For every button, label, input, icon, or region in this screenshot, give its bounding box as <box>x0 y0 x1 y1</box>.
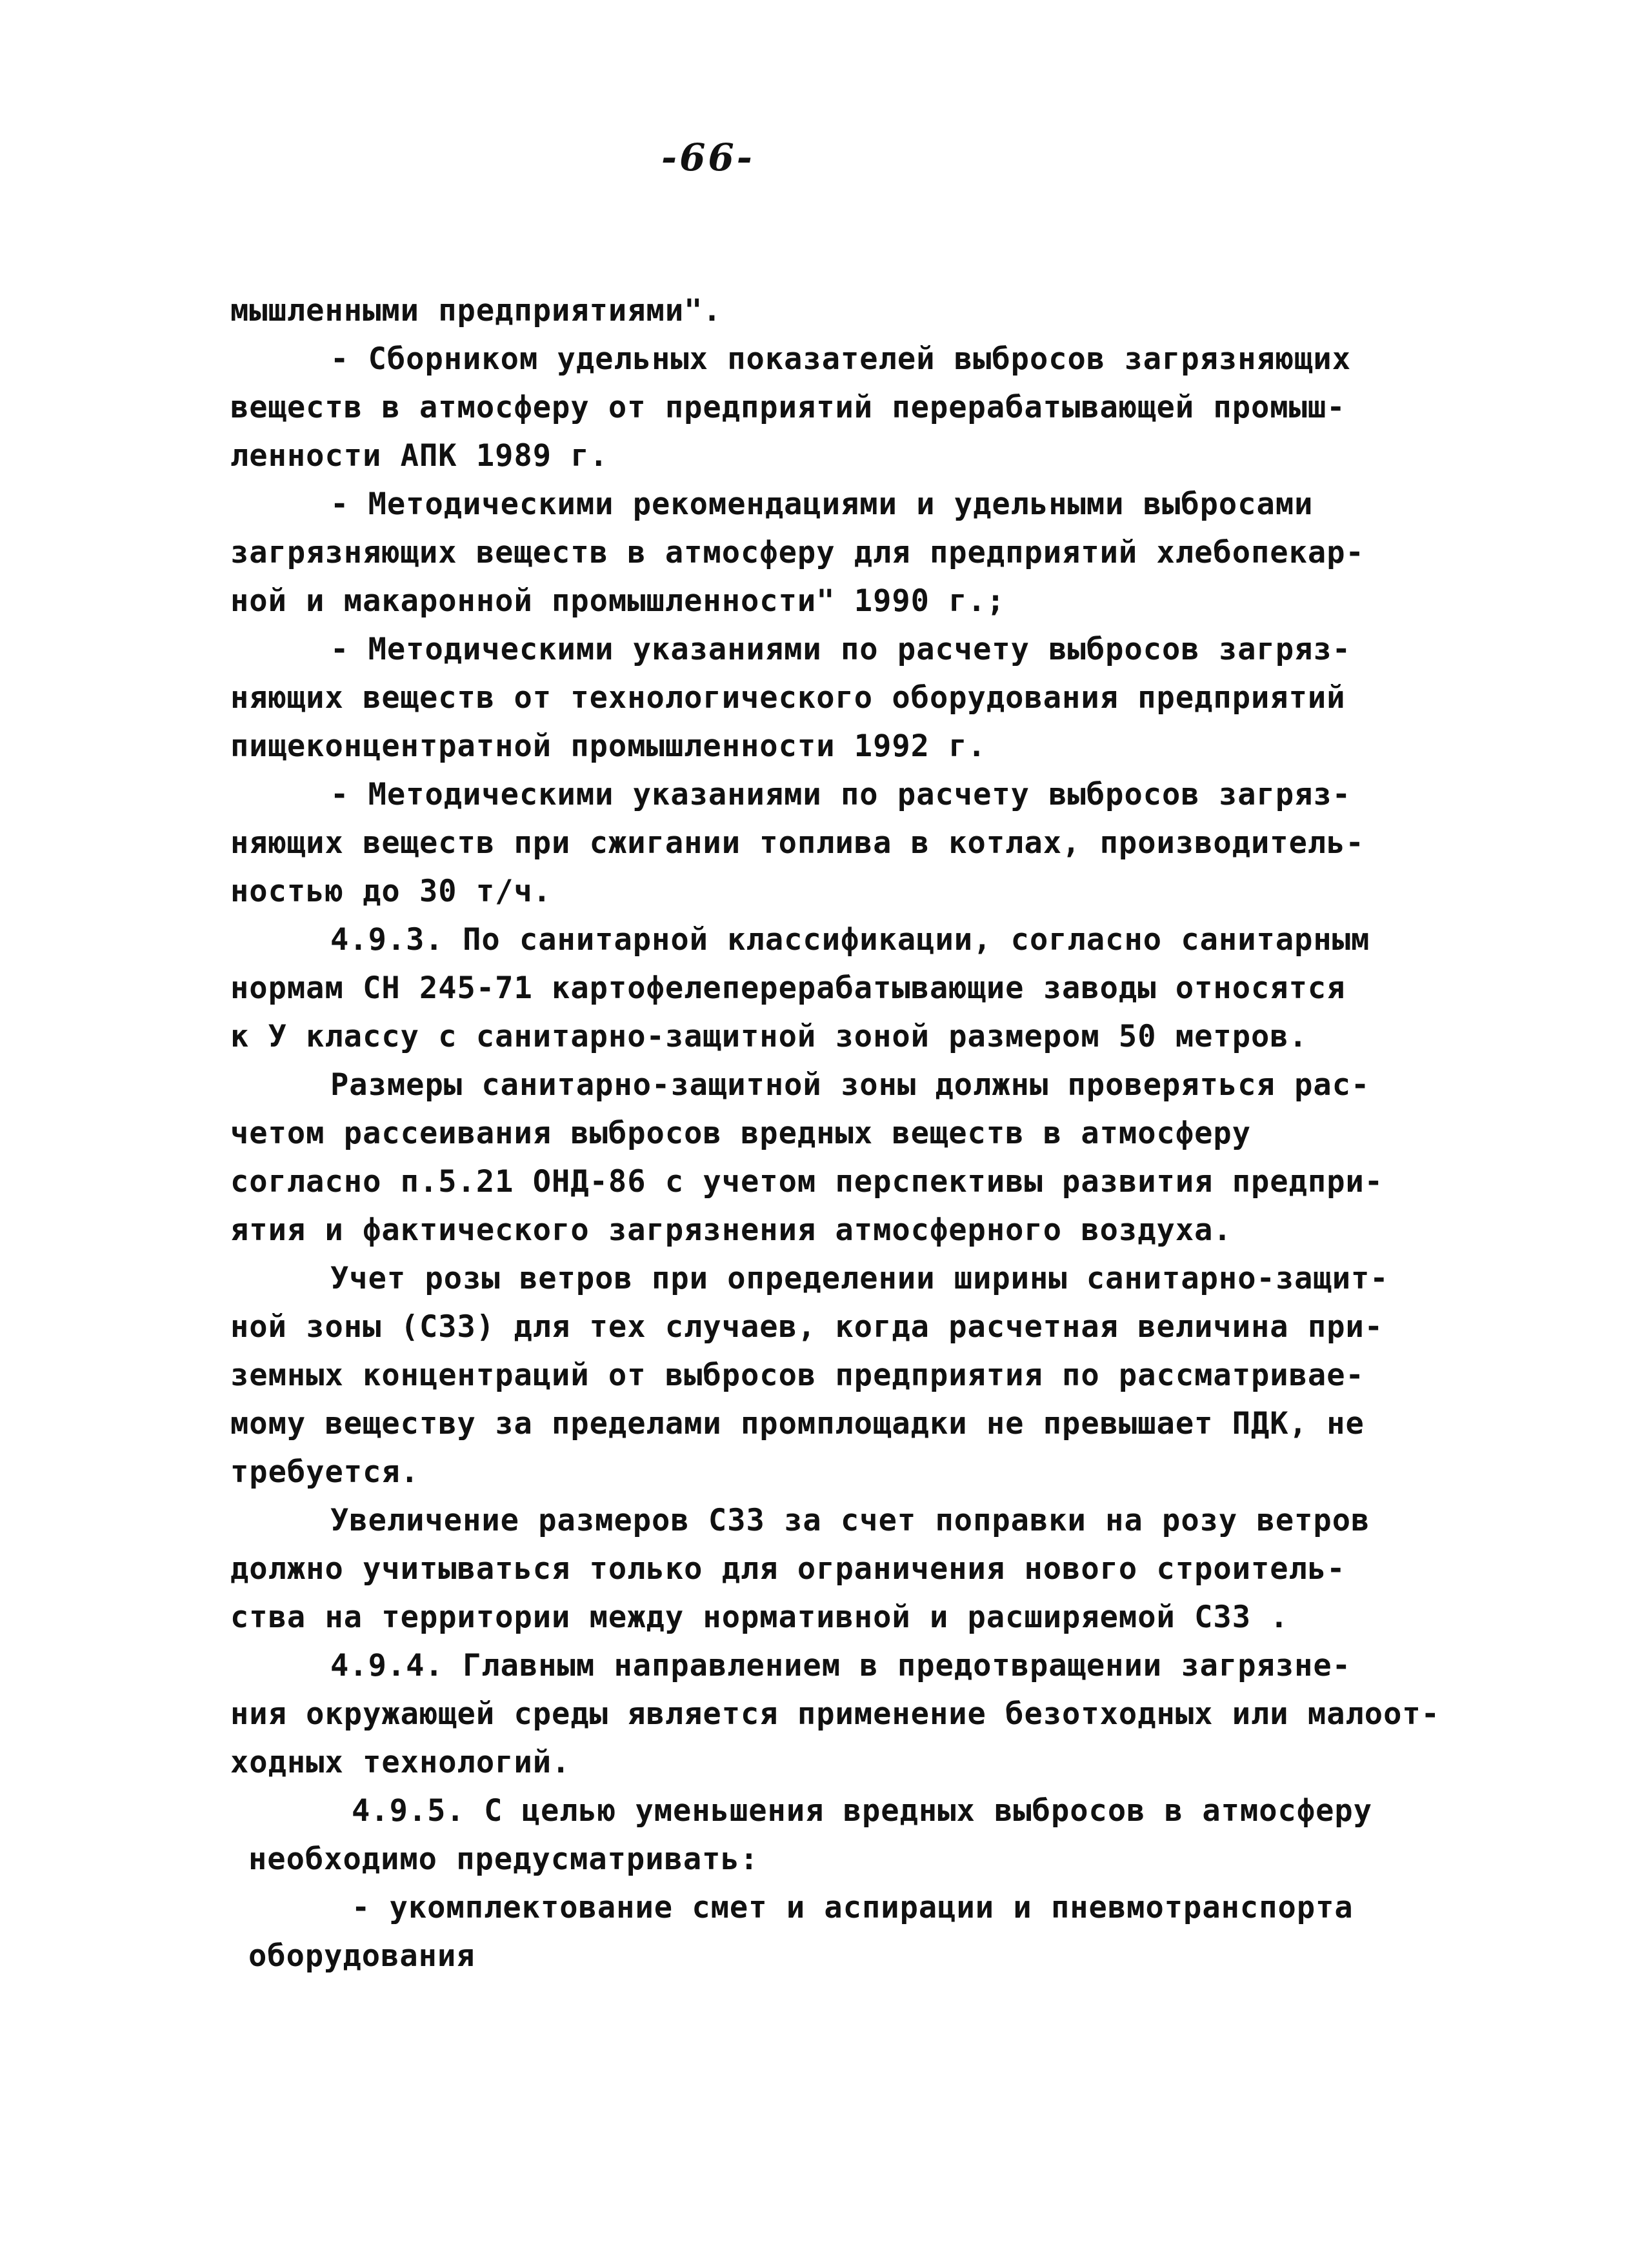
text-line: ятия и фактического загрязнения атмосферного воздуха. <box>230 1212 1232 1248</box>
text-line: пищеконцентратной промышленности 1992 г. <box>230 728 986 764</box>
text-line: 4.9.5. С целью уменьшения вредных выбросов в атмосферу <box>352 1793 1373 1829</box>
text-line: ностью до 30 т/ч. <box>230 874 552 909</box>
text-line: - Методическими указаниями по расчету выбросов загряз- <box>330 632 1352 667</box>
text-line: - укомплектование смет и аспирации и пневмотранспорта <box>352 1890 1354 1925</box>
text-line: нормам СН 245-71 картофелеперерабатывающие заводы относятся <box>230 970 1346 1006</box>
text-line: Размеры санитарно-защитной зоны должны проверяться рас- <box>330 1067 1370 1103</box>
text-line: должно учитываться только для ограничения нового строитель- <box>230 1551 1346 1587</box>
page-number: -66- <box>661 135 755 179</box>
text-line: няющих веществ от технологического оборудования предприятий <box>230 680 1346 716</box>
text-line: земных концентраций от выбросов предприятия по рассматривае- <box>230 1358 1365 1393</box>
text-line: ной зоны (СЗЗ) для тех случаев, когда расчетная величина при- <box>230 1309 1384 1345</box>
text-line: - Методическими рекомендациями и удельными выбросами <box>330 487 1314 522</box>
text-line: Учет розы ветров при определении ширины санитарно-защит- <box>330 1261 1389 1296</box>
text-line: согласно п.5.21 ОНД-86 с учетом перспективы развития предпри- <box>230 1164 1384 1199</box>
text-line: мышленными предприятиями". <box>230 293 722 328</box>
text-line: необходимо предусматривать: <box>248 1841 759 1877</box>
text-line: - Методическими указаниями по расчету выбросов загряз- <box>330 777 1352 812</box>
text-line: ния окружающей среды является применение безотходных или малоот- <box>230 1696 1440 1732</box>
text-line: - Сборником удельных показателей выбросов загрязняющих <box>330 341 1352 377</box>
text-line: мому веществу за пределами промплощадки не превышает ПДК, не <box>230 1406 1365 1441</box>
text-line: 4.9.4. Главным направлением в предотвращении загрязне- <box>330 1648 1352 1683</box>
text-line: Увеличение размеров СЗЗ за счет поправки на розу ветров <box>330 1503 1370 1538</box>
text-line: ленности АПК 1989 г. <box>230 438 608 474</box>
text-line: к У классу с санитарно-защитной зоной размером 50 метров. <box>230 1019 1308 1054</box>
text-line: веществ в атмосферу от предприятий перерабатывающей промыш- <box>230 390 1346 425</box>
text-line: няющих веществ при сжигании топлива в котлах, производитель- <box>230 825 1365 861</box>
text-line: ства на территории между нормативной и расширяемой СЗЗ . <box>230 1600 1289 1635</box>
text-line: 4.9.3. По санитарной классификации, согласно санитарным <box>330 922 1370 958</box>
text-line: оборудования <box>248 1938 475 1974</box>
text-line: требуется. <box>230 1454 419 1490</box>
text-line: ходных технологий. <box>230 1745 571 1780</box>
text-line: загрязняющих веществ в атмосферу для предприятий хлебопекар- <box>230 535 1365 570</box>
text-line: четом рассеивания выбросов вредных веществ в атмосферу <box>230 1116 1252 1151</box>
text-line: ной и макаронной промышленности" 1990 г.; <box>230 583 1006 619</box>
